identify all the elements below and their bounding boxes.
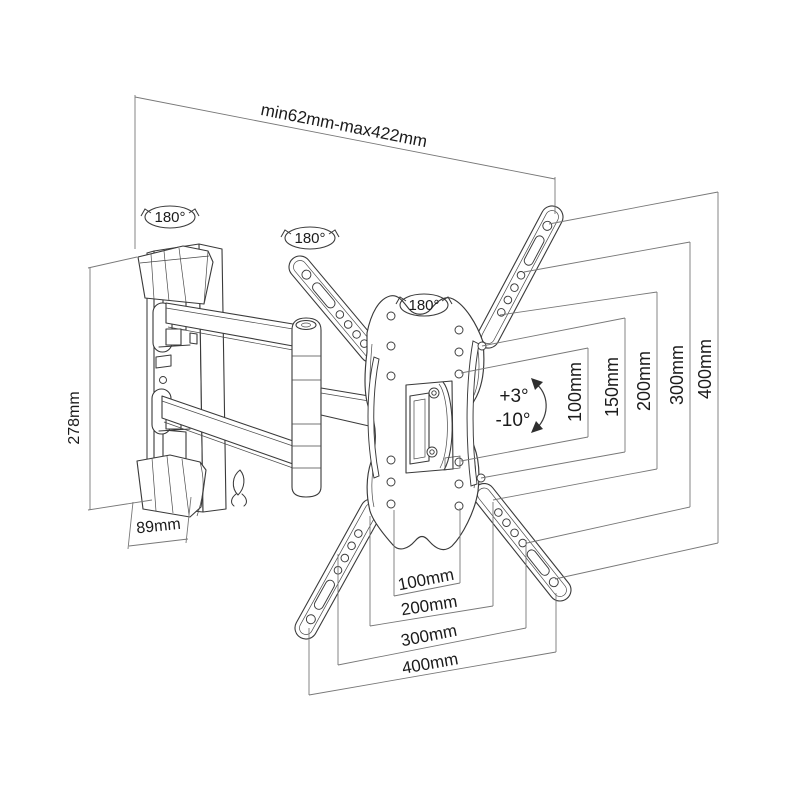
cable-clip-wire (232, 470, 247, 506)
wall-plate-assembly (137, 244, 226, 517)
tilt-up-label: +3° (499, 386, 529, 407)
vesa-h-200-label: 200mm (399, 591, 459, 620)
tv-mounting-plate (365, 296, 486, 550)
plate-link-arm (321, 388, 369, 426)
tilt-down-label: -10° (495, 410, 531, 431)
vesa-h-400-label: 400mm (400, 649, 460, 678)
tilt-arc (535, 383, 546, 428)
swivel-wall-label: 180° (154, 209, 186, 226)
top-cover-bracket (138, 246, 213, 304)
vesa-v-300-label: 300mm (667, 344, 687, 406)
vesa-v-400-label: 400mm (695, 338, 715, 400)
vesa-arm-top-right (473, 202, 567, 352)
bracket-width-label: 89mm (135, 515, 182, 538)
extension-range-label: min62mm-max422mm (259, 100, 429, 152)
vesa-h-300-label: 300mm (399, 620, 459, 651)
bracket-height-label: 278mm (66, 391, 83, 445)
screw-hole (160, 377, 167, 384)
vesa-arm-bottom-right (469, 479, 576, 605)
vesa-v-100-label: 100mm (565, 361, 585, 423)
vesa-v-200-label: 200mm (634, 350, 654, 412)
tilt-indicator (531, 378, 546, 433)
vesa-h-100-label: 100mm (396, 564, 456, 595)
bottom-cover-bracket (137, 455, 206, 517)
swivel-plate-label: 180° (408, 297, 440, 314)
vesa-adapter-bracket (406, 381, 460, 473)
swivel-elbow-label: 180° (294, 230, 326, 247)
elbow-pivot-post (292, 318, 321, 497)
vesa-v-150-label: 150mm (602, 356, 622, 418)
